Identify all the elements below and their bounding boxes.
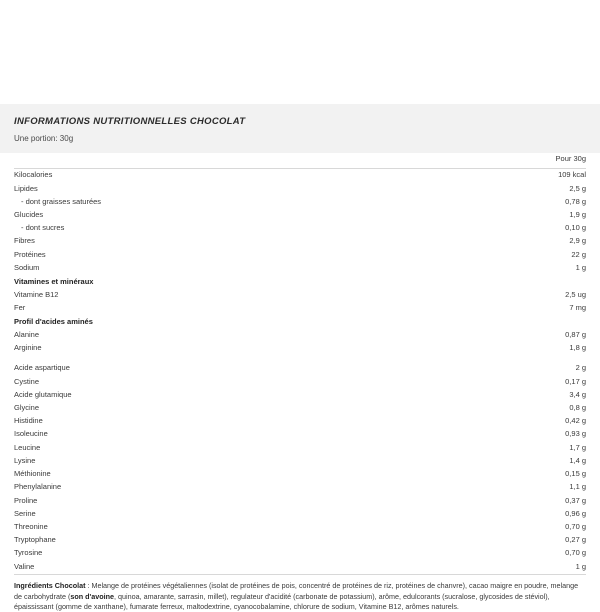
nutrient-label: Vitamines et minéraux	[14, 276, 94, 286]
nutrient-label: Phenylalanine	[14, 482, 62, 492]
table-row	[14, 248, 586, 261]
table-row	[14, 195, 586, 208]
table-row	[14, 494, 586, 507]
nutrient-value: 0,87 g	[565, 330, 586, 340]
table-row	[14, 534, 586, 547]
table-row	[14, 362, 586, 375]
nutrient-value: 0,96 g	[565, 508, 586, 518]
table-row	[14, 402, 586, 415]
table-row	[14, 182, 586, 195]
nutrition-table-wrap	[0, 153, 600, 575]
nutrient-value: 1,1 g	[569, 482, 586, 492]
nutrient-value: 1,8 g	[569, 343, 586, 353]
table-header-blank	[14, 153, 438, 169]
nutrient-label: Acide aspartique	[14, 363, 70, 373]
page-title: INFORMATIONS NUTRITIONNELLES CHOCOLAT	[14, 116, 246, 127]
nutrient-label: Lipides	[14, 183, 38, 193]
nutrient-value: 7 mg	[569, 303, 586, 313]
nutrient-value: 109 kcal	[558, 170, 586, 180]
nutrient-label: Kilocalories	[14, 170, 53, 180]
table-row	[14, 288, 586, 301]
table-row	[14, 441, 586, 454]
nutrient-value: 0,27 g	[565, 535, 586, 545]
nutrient-value: 0,10 g	[565, 223, 586, 233]
nutrient-value: 0,37 g	[565, 495, 586, 505]
table-row	[14, 428, 586, 441]
nutrient-value: 0,70 g	[565, 548, 586, 558]
nutrient-value: 0,78 g	[565, 196, 586, 206]
table-row	[14, 507, 586, 520]
nutrient-label: Fibres	[14, 236, 35, 246]
table-row	[14, 342, 586, 355]
ingredients-text-before: : Melange de protéines végétaliennes (isolat de protéines de pois, concentré de protéines de riz, protéines de chanvre), cacao maigre en poudre, melange de carbohydrate (	[14, 581, 579, 601]
nutrient-value: 1,4 g	[569, 455, 586, 465]
nutrient-label: Serine	[14, 508, 36, 518]
nutrient-label: Tryptophane	[14, 535, 56, 545]
table-row	[14, 388, 586, 401]
nutrient-label: Vitamine B12	[14, 289, 59, 299]
table-row	[14, 222, 586, 235]
nutrient-value: 1,9 g	[569, 210, 586, 220]
table-row	[14, 302, 586, 315]
nutrient-label: Méthionine	[14, 469, 51, 479]
table-row	[14, 547, 586, 560]
nutrition-table	[14, 153, 586, 575]
table-row	[14, 355, 586, 362]
nutrient-label: Alanine	[14, 330, 40, 340]
nutrient-value: 0,93 g	[565, 429, 586, 439]
table-row	[14, 169, 586, 183]
table-row	[14, 209, 586, 222]
nutrient-label: Protéines	[14, 249, 46, 259]
nutrient-label: Tyrosine	[14, 548, 43, 558]
nutrient-label: Proline	[14, 495, 38, 505]
table-row	[14, 521, 586, 534]
ingredients-paragraph	[0, 575, 600, 612]
table-row	[14, 261, 586, 274]
nutrition-table-body	[14, 153, 586, 575]
nutrient-label: Threonine	[14, 521, 48, 531]
ingredients-heading: Ingrédients Chocolat	[14, 581, 86, 591]
nutrient-value: 2,5 ug	[565, 289, 586, 299]
nutrient-label: Cystine	[14, 376, 40, 386]
nutrient-value: 2,9 g	[569, 236, 586, 246]
nutrient-label: Profil d'acides aminés	[14, 316, 93, 326]
nutrient-value: 0,70 g	[565, 521, 586, 531]
table-row	[14, 275, 586, 289]
nutrient-value: 1,7 g	[569, 442, 586, 452]
nutrient-label: Valine	[14, 560, 438, 575]
nutrient-label	[14, 355, 438, 362]
nutrient-label: Acide glutamique	[14, 389, 72, 399]
nutrient-value: 1 g	[575, 262, 586, 272]
serving-size-text: Une portion: 30g	[14, 134, 74, 143]
ingredients-bold-inline: son d'avoine	[70, 591, 114, 601]
nutrient-label: Leucine	[14, 442, 41, 452]
nutrient-label: Lysine	[14, 455, 36, 465]
nutrient-value: 0,15 g	[565, 469, 586, 479]
nutrient-value: 0,8 g	[569, 403, 586, 413]
nutrient-value: 2 g	[575, 363, 586, 373]
nutrient-value: 1 g	[438, 560, 586, 575]
nutrient-value: 0,42 g	[565, 416, 586, 426]
nutrient-value: 0,17 g	[565, 376, 586, 386]
nutrient-label: Isoleucine	[14, 429, 48, 439]
nutrient-label: - dont graisses saturées	[21, 196, 102, 206]
nutrition-sheet	[0, 104, 600, 612]
table-row	[14, 375, 586, 388]
table-row	[14, 315, 586, 329]
table-row	[14, 455, 586, 468]
nutrient-label: Glucides	[14, 210, 44, 220]
table-row	[14, 560, 586, 575]
nutrient-label: Glycine	[14, 403, 40, 413]
table-header-row	[14, 153, 586, 169]
nutrient-value: 3,4 g	[569, 389, 586, 399]
table-row	[14, 481, 586, 494]
nutrient-value	[438, 315, 586, 329]
nutrient-label: - dont sucres	[21, 223, 65, 233]
nutrient-label: Sodium	[14, 262, 40, 272]
table-header-column: Pour 30g	[438, 153, 586, 169]
table-row	[14, 329, 586, 342]
nutrient-label: Fer	[14, 303, 26, 313]
nutrient-value: 2,5 g	[569, 183, 586, 193]
nutrient-label: Histidine	[14, 416, 43, 426]
nutrient-value	[438, 355, 586, 362]
table-row	[14, 235, 586, 248]
panel-header	[0, 104, 600, 153]
nutrient-value	[438, 275, 586, 289]
table-row	[14, 415, 586, 428]
table-row	[14, 468, 586, 481]
nutrient-label: Arginine	[14, 343, 42, 353]
ingredients-text-after: , quinoa, amarante, sarrasin, millet), regulateur d'acidité (carbonate de potassium), arôme, edulcorants (sucralose, glycosides de stéviol), épaississant (gomme de xanthane), fumarate ferreux, maltodextrine, cyanocobalamine, chlorure de sodium, Vitamine B12, arômes naturels.	[14, 591, 550, 612]
nutrient-value: 22 g	[571, 249, 586, 259]
